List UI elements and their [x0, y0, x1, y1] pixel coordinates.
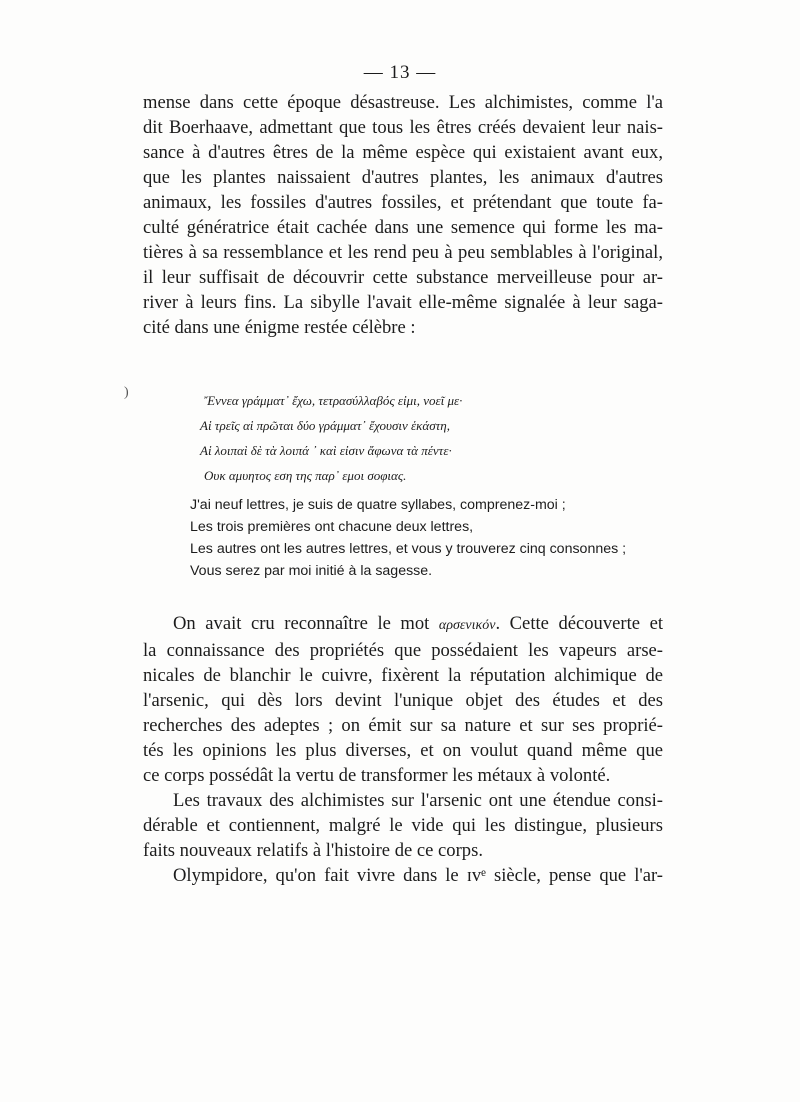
text-line: cité dans une énigme restée célèbre : — [143, 317, 416, 338]
text-line: mense dans cette époque désastreuse. Les alchimistes, comme l'a — [143, 92, 663, 113]
text-line: sance à d'autres êtres de la même espèce qui existaient avant eux, — [143, 142, 663, 163]
french-verse-line: Vous serez par moi initié à la sagesse. — [190, 563, 433, 579]
greek-verse-line: Ουκ αμυητος εση της παρ᾽ εμοι σοφιας. — [204, 468, 407, 483]
french-verse-line: J'ai neuf lettres, je suis de quatre syllabes, comprenez-moi ; — [190, 497, 566, 513]
text-fragment: On avait cru reconnaître le mot — [173, 613, 430, 634]
paragraph-alchemists — [143, 90, 663, 340]
text-line: nicales de blanchir le cuivre, fixèrent la réputation alchimique de — [143, 665, 663, 686]
text-line: animaux, les fossiles d'autres fossiles, et prétendant que toute fa- — [143, 192, 663, 213]
french-verse-line: Les autres ont les autres lettres, et vous y trouverez cinq consonnes ; — [190, 541, 627, 557]
text-line: river à leurs fins. La sibylle l'avait elle-même signalée à leur saga- — [143, 292, 663, 313]
text-line: tières à sa ressemblance et les rend peu à peu semblables à l'original, — [143, 242, 663, 263]
greek-verse — [200, 388, 640, 488]
margin-mark: ) — [124, 385, 129, 400]
text-line — [143, 611, 663, 638]
greek-verse-line: Αἱ τρεῖς αἱ πρῶται δύο γράμματ᾽ ἔχουσιν ἑκάστη, — [200, 418, 450, 433]
greek-verse-line: Αἱ λοιπαὶ δὲ τὰ λοιπά ᾽ καὶ εἰσιν ἄφωνα τὰ πέντε· — [200, 443, 452, 458]
text-line: tés les opinions les plus diverses, et on voulut quand même que — [143, 740, 663, 761]
greek-word: αρσενικόν — [438, 618, 496, 633]
text-line: recherches des adeptes ; on émit sur sa nature et sur ses proprié- — [143, 715, 663, 736]
text-line: culté génératrice était cachée dans une semence qui forme les ma- — [143, 217, 663, 238]
text-line: la connaissance des propriétés que possédaient les vapeurs arse- — [143, 640, 663, 661]
text-line: il leur suffisait de découvrir cette substance merveilleuse pour ar- — [143, 267, 663, 288]
text-line: dit Boerhaave, admettant que tous les êtres créés devaient leur nais- — [143, 117, 663, 138]
text-line: que les plantes naissaient d'autres plantes, les animaux d'autres — [143, 167, 663, 188]
text-line: faits nouveaux relatifs à l'histoire de ce corps. — [143, 840, 483, 861]
french-verse-translation — [190, 494, 630, 582]
text-line: l'arsenic, qui dès lors devint l'unique objet des études et des — [143, 690, 663, 711]
paragraph-arsenic — [143, 611, 663, 888]
page-number: — 13 — — [363, 62, 437, 83]
text-line: dérable et contiennent, malgré le vide qui les distingue, plusieurs — [143, 815, 663, 836]
text-line: Olympidore, qu'on fait vivre dans le ɪvᵉ siècle, pense que l'ar- — [173, 865, 663, 886]
text-fragment: . Cette découverte et — [495, 613, 663, 634]
text-line: ce corps possédât la vertu de transformer les métaux à volonté. — [143, 765, 611, 786]
text-line: Les travaux des alchimistes sur l'arsenic ont une étendue consi- — [173, 790, 663, 811]
greek-verse-line: Ἔννεα γράμματ᾽ ἔχω, τετρασύλλαβός εἰμι, νοεῖ με· — [204, 393, 463, 408]
french-verse-line: Les trois premières ont chacune deux lettres, — [190, 519, 474, 535]
